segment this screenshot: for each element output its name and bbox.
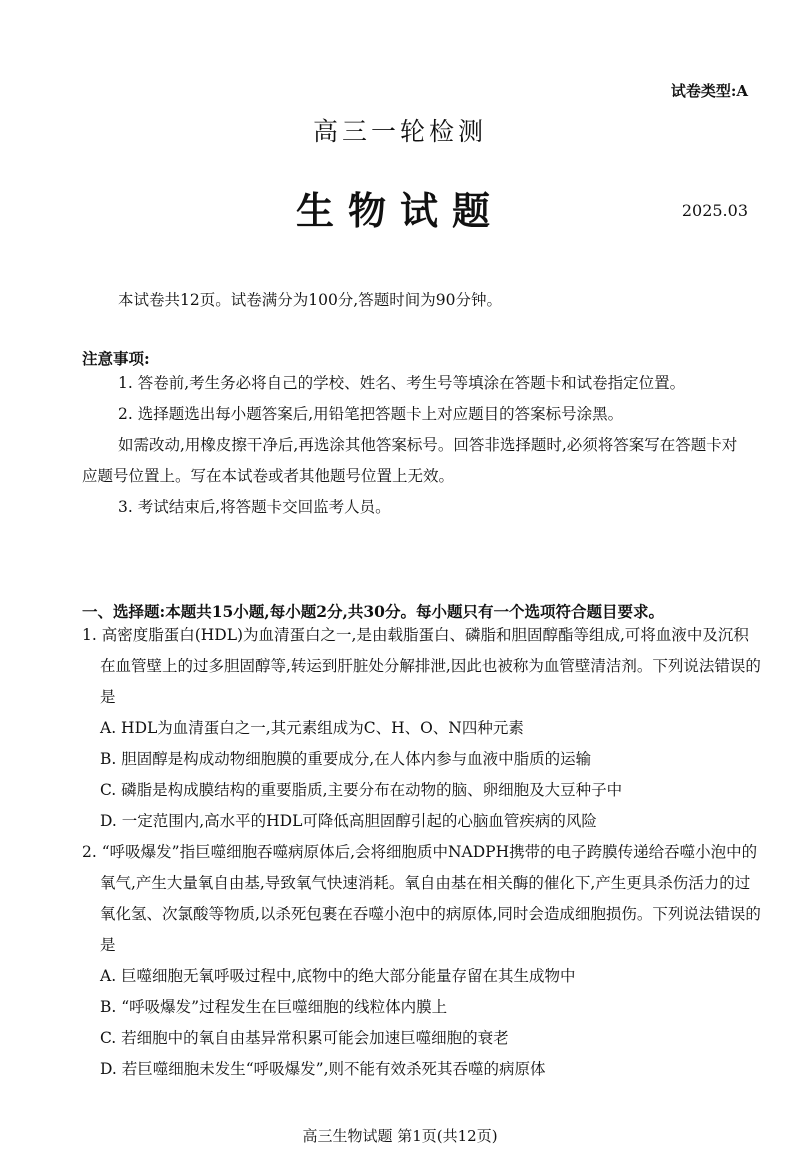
notice-list: [82, 368, 752, 523]
option-b: B. 胆固醇是构成动物细胞膜的重要成分,在人体内参与血液中脂质的运输: [100, 750, 592, 768]
exam-date: 2025.03: [681, 201, 748, 220]
option-b: B. “呼吸爆发”过程发生在巨噬细胞的线粒体内膜上: [100, 998, 448, 1016]
page-title: 生物试题: [295, 188, 504, 233]
notice-item: 1. 答卷前,考生务必将自己的学校、姓名、考生号等填涂在答题卡和试卷指定位置。: [118, 374, 686, 392]
question-stem: 1. 高密度脂蛋白(HDL)为血清蛋白之一,是由载脂蛋白、磷脂和胆固醇酯等组成,可将血液中及沉积在血管壁上的过多胆固醇等,转运到肝脏处分解排泄,因此也被称为血管壁清洁剂。下列说法错误的是: [82, 626, 761, 706]
option-d: D. 若巨噬细胞未发生“呼吸爆发”,则不能有效杀死其吞噬的病原体: [100, 1060, 546, 1078]
notice-item: 3. 考试结束后,将答题卡交回监考人员。: [118, 498, 391, 516]
section-heading: 一、选择题:本题共15小题,每小题2分,共30分。每小题只有一个选项符合题目要求。: [82, 602, 664, 621]
option-a: A. 巨噬细胞无氧呼吸过程中,底物中的绝大部分能量存留在其生成物中: [100, 967, 576, 985]
question-stem: 2. “呼吸爆发”指巨噬细胞吞噬病原体后,会将细胞质中NADPH携带的电子跨膜传递给吞噬小泡中的氧气,产生大量氧自由基,导致氧气快速消耗。氧自由基在相关酶的催化下,产生更具杀伤活力的过氧化氢、次氯酸等物质,以杀死包裹在吞噬小泡中的病原体,同时会造成细胞损伤。下列说法错误的是: [82, 843, 761, 954]
option-a: A. HDL为血清蛋白之一,其元素组成为C、H、O、N四种元素: [100, 719, 524, 737]
question-1: [82, 620, 762, 837]
option-d: D. 一定范围内,高水平的HDL可降低高胆固醇引起的心脑血管疾病的风险: [100, 812, 597, 830]
page-footer: 高三生物试题 第1页(共12页): [302, 1127, 498, 1145]
exam-subtitle: 高三一轮检测: [312, 117, 487, 146]
notice-heading: 注意事项:: [82, 349, 150, 368]
notice-item: 2. 选择题选出每小题答案后,用铅笔把答题卡上对应题目的答案标号涂黑。: [118, 405, 624, 423]
exam-intro: 本试卷共12页。试卷满分为100分,答题时间为90分钟。: [118, 291, 502, 309]
question-2: [82, 837, 762, 1085]
notice-item: 如需改动,用橡皮擦干净后,再选涂其他答案标号。回答非选择题时,必须将答案写在答题卡对应题号位置上。写在本试卷或者其他题号位置上无效。: [82, 436, 738, 485]
paper-type-label: 试卷类型:A: [670, 82, 748, 100]
option-c: C. 磷脂是构成膜结构的重要脂质,主要分布在动物的脑、卵细胞及大豆种子中: [100, 781, 623, 799]
option-c: C. 若细胞中的氧自由基异常积累可能会加速巨噬细胞的衰老: [100, 1029, 509, 1047]
